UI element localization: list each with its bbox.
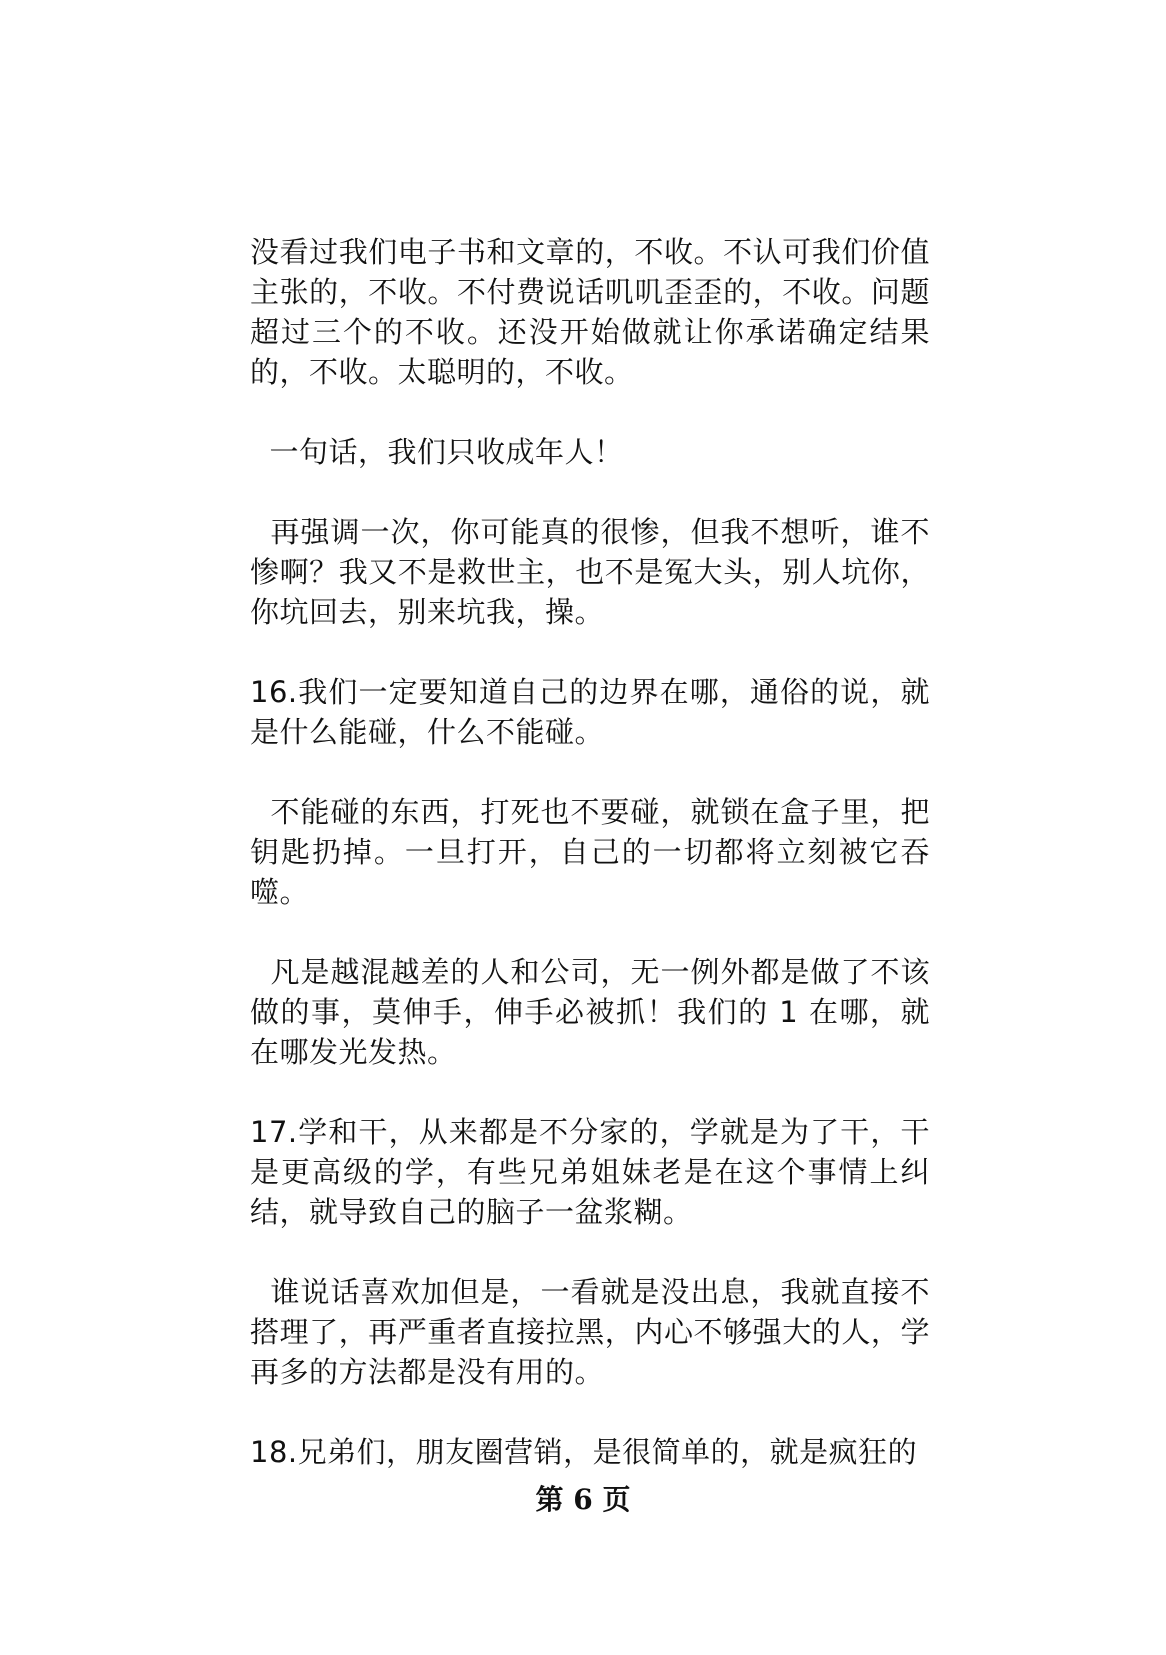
page-number: 第 6 页 — [535, 1483, 631, 1516]
paragraph-2: 一句话，我们只收成年人！ — [250, 435, 624, 469]
paragraph-3: 再强调一次，你可能真的很惨，但我不想听，谁不惨啊？我又不是救世主，也不是冤大头，别人坑你，你坑回去，别来坑我，操。 — [250, 515, 930, 629]
paragraph-7: 17.学和干，从来都是不分家的，学就是为了干，干是更高级的学，有些兄弟姐妹老是在这个事情上纠结，就导致自己的脑子一盆浆糊。 — [250, 1115, 930, 1229]
paragraph-5: 不能碰的东西，打死也不要碰，就锁在盒子里，把钥匙扔掉。一旦打开，自己的一切都将立刻被它吞噬。 — [250, 795, 930, 909]
paragraph-1: 没看过我们电子书和文章的，不收。不认可我们价值主张的，不收。不付费说话叽叽歪歪的，不收。问题超过三个的不收。还没开始做就让你承诺确定结果的，不收。太聪明的，不收。 — [250, 235, 930, 389]
paragraph-9: 18.兄弟们，朋友圈营销，是很简单的，就是疯狂的 — [250, 1435, 918, 1469]
paragraph-4: 16.我们一定要知道自己的边界在哪，通俗的说，就是什么能碰，什么不能碰。 — [250, 675, 930, 749]
document-body — [250, 232, 930, 1512]
paragraph-6: 凡是越混越差的人和公司，无一例外都是做了不该做的事，莫伸手，伸手必被抓！我们的 1 在哪，就在哪发光发热。 — [250, 955, 930, 1069]
paragraph-8: 谁说话喜欢加但是，一看就是没出息，我就直接不搭理了，再严重者直接拉黑，内心不够强大的人，学再多的方法都是没有用的。 — [250, 1275, 930, 1389]
